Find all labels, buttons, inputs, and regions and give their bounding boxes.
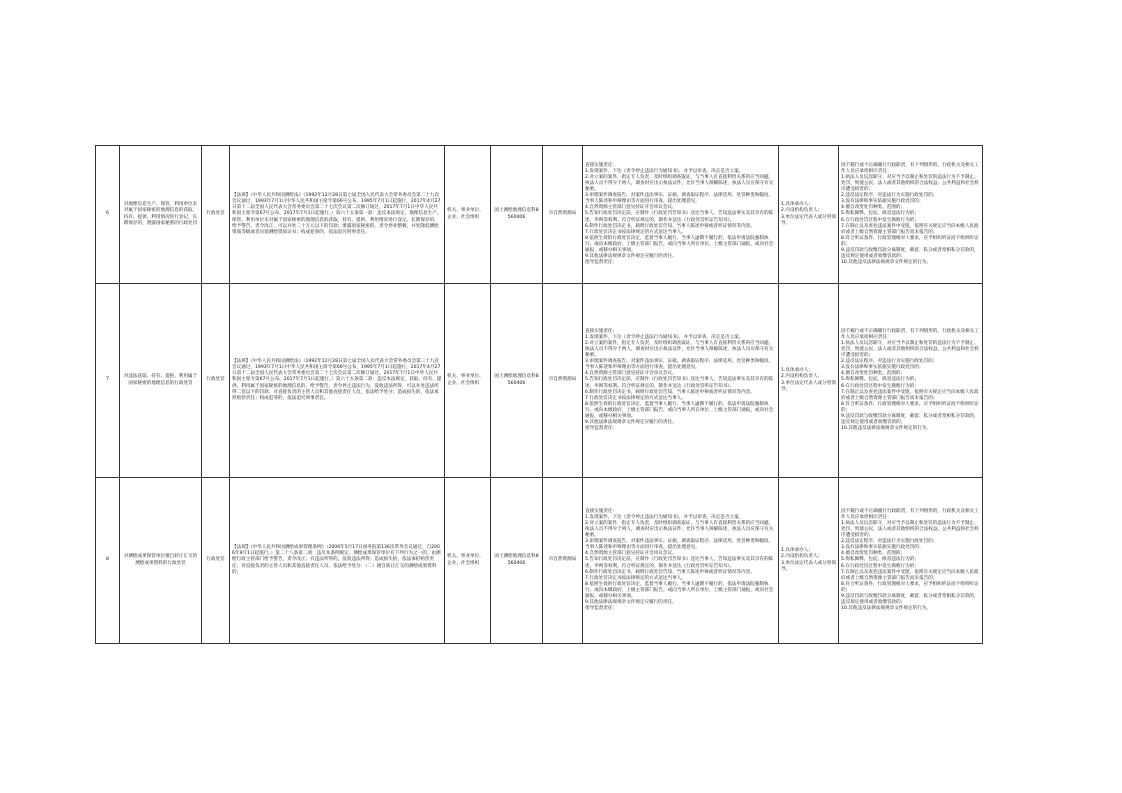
- list-item: 10.其他违反法律法规规章文件规定的行为。: [841, 425, 931, 431]
- list-item: 2.违反法定程序，对违法行为实施行政处罚的；: [841, 359, 938, 365]
- list-item: 1.执法人员玩忽职守，对应当予以制止和处罚的违法行为不予制止、处罚，致使公民、法人或者其他组织的合法权益、公共利益和社会秩序遭受损害的；: [841, 175, 979, 193]
- table-row: [96, 284, 983, 478]
- row-number: 6: [96, 146, 120, 284]
- implementing-subject: 机关、事业单位、企业、社会组织: [445, 284, 491, 478]
- duty-list: [583, 146, 779, 284]
- accountability-list: [839, 478, 983, 644]
- list-item: 因不履行或不正确履行行政职责，有下列情形的，行政机关及相关工作人员应承担相应责任：: [841, 328, 979, 341]
- list-item: 7.在制止以及查处违法案件中受阻，依照有关规定应当向本级人民政府或者上级自然资源主管部门报告而未报告的；: [841, 389, 979, 401]
- list-item: 1.执法人员玩忽职守，对应当予以制止和处罚的违法行为不予制止、处罚，致使公民、法人或者其他组织的合法权益、公共利益和社会秩序遭受损害的；: [841, 341, 979, 359]
- list-item: 8.符合听证条件，行政管理相对人要求，应予组织听证而不组织听证的；: [841, 401, 979, 413]
- list-item: 8.依照生效的行政处罚决定，监督当事人履行。当事人逾期不履行的，依法申请法院强制执行。或向本级政府、上级主管部门报告，或向当事人所在单位、上级主管部门通报，或向社会通报，或移办相关事项。: [585, 401, 774, 419]
- list-item: 5.告知行政处罚决定前，应制作《行政处罚告知书》送达当事人，告知违法事实及其享有的陈述、申辩等权利。符合听证规定的，制作并送达《行政处罚听证告知书》。: [585, 211, 774, 223]
- list-item: 9.其他法律法规规章文件规定应履行的责任。: [585, 599, 677, 605]
- list-item: 3.审理案件调查报告，对案件违法事实、证据、调查取证程序、法律适用、处罚种类和幅度、当事人陈述和申辩理由等方面进行审查，提出处理意见。: [585, 359, 774, 371]
- responsible-unit: 国土测绘地理信息科8560406: [491, 478, 543, 644]
- list-item: 8.符合听证条件，行政管理相对人要求，应予组织听证而不组织听证的；: [841, 581, 979, 593]
- list-item: 10.其他违反法律法规规章文件规定的行为。: [841, 259, 931, 265]
- list-item: 2.违反法定程序，对违法行为实施行政处罚的；: [841, 539, 938, 545]
- implementing-office: 市自然资源局: [543, 146, 583, 284]
- list-item: 2.违反法定程序，对违法行为实施行政处罚的；: [841, 193, 938, 199]
- list-item: 1.发现案件，下达《责令停止违法行为通知书》，并予以审查，决定是否立案。: [585, 335, 744, 341]
- list-item: 3.单位法定代表人或分管领导。: [781, 214, 836, 226]
- list-item: 3.没有法律和事实依据实施行政处罚的；: [841, 545, 924, 551]
- list-item: 8.依照生效的行政处罚决定，监督当事人履行。当事人逾期不履行的，依法申请法院强制执行。或向本级政府、上级主管部门报告，或向当事人所在单位、上级主管部门通报，或向社会通报，或移办相关事项。: [585, 581, 774, 599]
- list-item: 直接实施责任：: [585, 162, 618, 168]
- list-item: 10.其他违反法律法规规章文件规定的行为。: [841, 605, 931, 611]
- accountability-list: [839, 146, 983, 284]
- list-item: 2.内设机构负责人；: [781, 208, 823, 214]
- list-item: 9.违反罚款与收缴罚款分离制度，截留、私分或者变相私分罚款的，违反规定使用或者收缴罚款的；: [841, 247, 979, 259]
- legal-basis: 【法律】《中华人民共和国测绘法》（1992年12月28日第七届全国人民代表大会常务委员会第二十九次会议通过，1993年7月1日中华人民共和国主席令第66号公布，1995年7月1日起施行，2017年4月27日第十二届全国人民代表大会常务委员会第二十七次会议第二次修订通过，2017年7月1日中华人民共和国主席令第67号公布，2017年7月1日起施行。）第六十五条第二款：违反本法规定，获取、持有、提供、利用属于国家秘密的地理信息的，给予警告，责令停止违法行为，没收违法所得，可以并处违法所得二倍以下的罚款；对直接负责的主管人员和其他直接责任人员，依法给予处分；造成损失的，依法承担赔偿责任；构成犯罪的，依法追究刑事责任。: [230, 284, 445, 478]
- list-item: 6.在行政处罚过程中发生腐败行为的；: [841, 563, 919, 569]
- list-item: 8.符合听证条件，行政管理相对人要求，应予组织听证而不组织听证的；: [841, 235, 979, 247]
- implementing-office: 市自然资源局: [543, 284, 583, 478]
- list-item: 5.告知行政处罚决定前，应制作《行政处罚告知书》送达当事人，告知违法事实及其享有的陈述、申辩等权利。符合听证规定的，制作并送达《行政处罚听证告知书》。: [585, 377, 774, 389]
- accountable-list: [779, 146, 839, 284]
- list-item: 7.在制止以及查处违法案件中受阻，依照有关规定应当向本级人民政府或者上级自然资源主管部门报告而未报告的；: [841, 223, 979, 235]
- list-item: 5.徇私舞弊、包庇、纵容违法行为的；: [841, 557, 919, 563]
- row-number: 8: [96, 478, 120, 644]
- list-item: 7.行政处罚决定书按法律规定的方式送达当事人。: [585, 395, 686, 401]
- list-item: 9.其他法律法规规章文件规定应履行的责任。: [585, 419, 677, 425]
- row-number: 7: [96, 284, 120, 478]
- table-row: [96, 146, 983, 284]
- list-item: 1.具体承办人；: [781, 202, 813, 208]
- implementing-office: 市自然资源局: [543, 478, 583, 644]
- list-item: 1.发现案件，下达《责令停止违法行为通知书》，并予以审查，决定是否立案。: [585, 515, 744, 521]
- item-name: 对违法获取、持有、提供、利用属于国家秘密的地理信息的行政处罚: [120, 284, 202, 478]
- list-item: 4.自然资源主管部门意见持证开会审议会议。: [585, 371, 677, 377]
- list-item: 4.擅自改变处罚种类、范围的；: [841, 205, 906, 211]
- list-item: 1.执法人员玩忽职守，对应当予以制止和处罚的违法行为不予制止、处罚，致使公民、法人或者其他组织的合法权益、公共利益和社会秩序遭受损害的；: [841, 521, 979, 539]
- list-item: 3.没有法律和事实依据实施行政处罚的；: [841, 365, 924, 371]
- list-item: 2.内设机构负责人；: [781, 554, 823, 560]
- power-type: 行政处罚: [202, 284, 230, 478]
- list-item: 3.单位法定代表人或分管领导。: [781, 380, 836, 392]
- power-type: 行政处罚: [202, 478, 230, 644]
- accountability-list: [839, 284, 983, 478]
- list-item: 2.对立案的案件，指定专人负责，及时组织调查取证，与当事人有直接利害关系的应当回避。执法人员不得少于两人，调查时应出示执法证件，允许当事人辩解陈述，执法人员应保守有关秘密。: [585, 521, 774, 539]
- list-item: 5.徇私舞弊、包庇、纵容违法行为的；: [841, 211, 919, 217]
- list-item: 5.告知行政处罚决定前，应制作《行政处罚告知书》送达当事人，告知违法事实及其享有的陈述、申辩等权利。符合听证规定的，制作并送达《行政处罚听证告知书》。: [585, 557, 774, 569]
- list-item: 3.审理案件调查报告，对案件违法事实、证据、调查取证程序、法律适用、处罚种类和幅度、当事人陈述和申辩理由等方面进行审查，提出处理意见。: [585, 193, 774, 205]
- item-name: 对地理信息生产、保管、利用单位未对属于国家秘密的地理信息的获取、持有、提供、利用情况进行登记、长期保存的，泄露国家秘密的行政处罚: [120, 146, 202, 284]
- list-item: 2.对立案的案件，指定专人负责，及时组织调查取证，与当事人有直接利害关系的应当回避。执法人员不得少于两人，调查时应出示执法证件，允许当事人辩解陈述，执法人员应保守有关秘密。: [585, 341, 774, 359]
- list-item: 4.擅自改变处罚种类、范围的；: [841, 551, 906, 557]
- list-item: 6.制作行政处罚决定书，载明行政处罚告知、当事人陈述申辩或者听证情况等内容。: [585, 389, 755, 395]
- list-item: 6.制作行政处罚决定书，载明行政处罚告知、当事人陈述申辩或者听证情况等内容。: [585, 569, 755, 575]
- list-item: 4.擅自改变处罚种类、范围的；: [841, 371, 906, 377]
- list-item: 直接实施责任：: [585, 328, 618, 334]
- list-item: 3.审理案件调查报告，对案件违法事实、证据、调查取证程序、法律适用、处罚种类和幅度、当事人陈述和申辩理由等方面进行审查，提出处理意见。: [585, 539, 774, 551]
- list-item: 5.徇私舞弊、包庇、纵容违法行为的；: [841, 377, 919, 383]
- duty-list: [583, 284, 779, 478]
- list-item: 4.自然资源主管部门意见持证开会审议会议。: [585, 551, 677, 557]
- item-name: 对测绘成果保管单位擅自转让汇交的测绘成果资料的行政处罚: [120, 478, 202, 644]
- power-list-table: [95, 145, 983, 644]
- list-item: 2.对立案的案件，指定专人负责，及时组织调查取证，与当事人有直接利害关系的应当回避。执法人员不得少于两人，调查时应出示执法证件，允许当事人辩解陈述，执法人员应保守有关秘密。: [585, 175, 774, 193]
- list-item: 3.没有法律和事实依据实施行政处罚的；: [841, 199, 924, 205]
- accountable-list: [779, 478, 839, 644]
- table-row: [96, 478, 983, 644]
- list-item: 指导监督责任：: [585, 259, 618, 265]
- list-item: 6.制作行政处罚决定书，载明行政处罚告知、当事人陈述申辩或者听证情况等内容。: [585, 223, 755, 229]
- implementing-subject: 机关、事业单位、企业、社会组织: [445, 478, 491, 644]
- legal-basis: 【法规】《中华人民共和国测绘成果管理条例》（2006年5月17日国务院第136次常务会议通过，自2006年9月1日起施行。）第二十八条第二项：违反本条例规定，测绘成果保管单位有下列行为之一的，由测绘行政主管部门给予警告，责令改正；有违法所得的，没收违法所得；造成损失的，依法承担赔偿责任；对直接负责的主管人员和其他直接责任人员，依法给予处分：（二）擅自转让汇交的测绘成果资料的；: [230, 478, 445, 644]
- list-item: 1.发现案件，下达《责令停止违法行为通知书》，并予以审查，决定是否立案。: [585, 169, 744, 175]
- list-item: 7.行政处罚决定书按法律规定的方式送达当事人。: [585, 229, 686, 235]
- responsible-unit: 国土测绘地理信息科8560406: [491, 146, 543, 284]
- list-item: 7.行政处罚决定书按法律规定的方式送达当事人。: [585, 575, 686, 581]
- list-item: 指导监督责任：: [585, 425, 618, 431]
- list-item: 9.违反罚款与收缴罚款分离制度，截留、私分或者变相私分罚款的，违反规定使用或者收缴罚款的；: [841, 593, 979, 605]
- duty-list: [583, 478, 779, 644]
- list-item: 1.具体承办人；: [781, 368, 813, 374]
- legal-basis: 【法律】《中华人民共和国测绘法》（1992年12月28日第七届全国人民代表大会常务委员会第二十九次会议通过，1993年7月1日中华人民共和国主席令第66号公布，1995年7月1日起施行，2017年4月27日第十二届全国人民代表大会常务委员会第二十七次会议第二次修订通过，2017年7月1日中华人民共和国主席令第67号公布，2017年7月1日起施行。）第六十五条第一款：违反本法规定，地理信息生产、保管、利用单位未对属于国家秘密的地理信息的获取、持有、提供、利用情况进行登记、长期保存的，给予警告，责令改正，可以并处二十万元以下的罚款；泄露国家秘密的，责令停业整顿，并处降低测绘资质等级或者吊销测绘资质证书；构成犯罪的，依法追究刑事责任。: [230, 146, 445, 284]
- list-item: 直接实施责任：: [585, 508, 618, 514]
- list-item: 9.其他法律法规规章文件规定应履行的责任。: [585, 253, 677, 259]
- responsible-unit: 国土测绘地理信息科8560406: [491, 284, 543, 478]
- list-item: 3.单位法定代表人或分管领导。: [781, 560, 836, 572]
- list-item: 因不履行或不正确履行行政职责，有下列情形的，行政机关及相关工作人员应承担相应责任：: [841, 162, 979, 175]
- list-item: 6.在行政处罚过程中发生腐败行为的；: [841, 383, 919, 389]
- list-item: 8.依照生效的行政处罚决定，监督当事人履行。当事人逾期不履行的，依法申请法院强制执行。或向本级政府、上级主管部门报告，或向当事人所在单位、上级主管部门通报，或向社会通报，或移办相关事项。: [585, 235, 774, 253]
- list-item: 1.具体承办人；: [781, 548, 813, 554]
- accountable-list: [779, 284, 839, 478]
- implementing-subject: 机关、事业单位、企业、社会组织: [445, 146, 491, 284]
- list-item: 6.在行政处罚过程中发生腐败行为的；: [841, 217, 919, 223]
- power-type: 行政处罚: [202, 146, 230, 284]
- list-item: 因不履行或不正确履行行政职责，有下列情形的，行政机关及相关工作人员应承担相应责任：: [841, 508, 979, 521]
- list-item: 4.自然资源主管部门意见持证开会审议会议。: [585, 205, 677, 211]
- list-item: 7.在制止以及查处违法案件中受阻，依照有关规定应当向本级人民政府或者上级自然资源主管部门报告而未报告的；: [841, 569, 979, 581]
- list-item: 9.违反罚款与收缴罚款分离制度，截留、私分或者变相私分罚款的，违反规定使用或者收缴罚款的；: [841, 413, 979, 425]
- list-item: 2.内设机构负责人；: [781, 374, 823, 380]
- list-item: 指导监督责任：: [585, 605, 618, 611]
